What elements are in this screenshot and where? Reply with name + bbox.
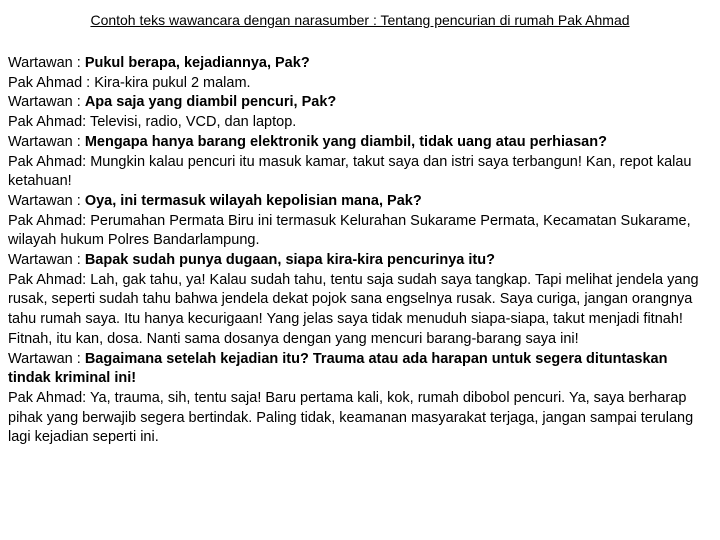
answer-text: Televisi, radio, VCD, dan laptop.: [89, 114, 297, 131]
document-title: Contoh teks wawancara dengan narasumber : Tentang pencurian di rumah Pak Ahmad: [90, 12, 630, 28]
answer-text: Ya, trauma, sih, tentu saja! Baru pertama kali, kok, rumah dibobol pencuri. Ya, saya berharap pihak yang berwajib segera bertindak. Paling tidak, keamanan masyarakat terjaga, jangan sampai terulang lagi kejadian seperti ini.: [8, 389, 694, 446]
dialogue-line: [8, 74, 714, 94]
question-text: Bapak sudah punya dugaan, siapa kira-kira pencurinya itu?: [84, 252, 495, 269]
speaker-label: Wartawan :: [8, 55, 85, 71]
speaker-label: Wartawan :: [8, 192, 85, 209]
dialogue-line: [8, 271, 714, 350]
speaker-label: Wartawan :: [8, 94, 85, 111]
answer-text: Kira-kira pukul 2 malam.: [94, 74, 251, 91]
speaker-label: Wartawan :: [8, 252, 85, 269]
question-text: Apa saja yang diambil pencuri, Pak?: [84, 94, 337, 111]
question-text: Pukul berapa, kejadiannya, Pak?: [84, 55, 310, 71]
speaker-label: Pak Ahmad:: [8, 114, 90, 131]
dialogue-line: [8, 212, 714, 251]
dialogue-line: [8, 113, 714, 133]
dialogue-line: [8, 389, 714, 448]
dialogue-line: [8, 350, 714, 389]
question-text: Oya, ini termasuk wilayah kepolisian mana, Pak?: [84, 192, 422, 209]
question-text: Bagaimana setelah kejadian itu? Trauma atau ada harapan untuk segera dituntaskan tindak kriminal ini!: [8, 350, 668, 387]
interview-transcript: [8, 54, 714, 448]
speaker-label: Pak Ahmad:: [8, 271, 91, 288]
answer-text: Mungkin kalau pencuri itu masuk kamar, takut saya dan istri saya terbangun! Kan, repot kalau ketahuan!: [8, 153, 692, 190]
speaker-label: Pak Ahmad :: [8, 74, 95, 91]
answer-text: Perumahan Permata Biru ini termasuk Kelurahan Sukarame Permata, Kecamatan Sukarame, wilayah hukum Polres Bandarlampung.: [8, 212, 691, 249]
dialogue-line: [8, 153, 714, 192]
speaker-label: Wartawan :: [8, 133, 85, 150]
dialogue-line: [8, 93, 714, 113]
dialogue-line: [8, 133, 714, 153]
dialogue-line: [8, 251, 714, 271]
speaker-label: Pak Ahmad:: [8, 389, 90, 406]
question-text: Mengapa hanya barang elektronik yang diambil, tidak uang atau perhiasan?: [84, 133, 607, 150]
speaker-label: Pak Ahmad:: [8, 153, 91, 170]
speaker-label: Wartawan :: [8, 350, 85, 367]
answer-text: Lah, gak tahu, ya! Kalau sudah tahu, tentu saja sudah saya tangkap. Tapi melihat jendela yang rusak, seperti sudah tahu bahwa jendela dekat pojok sana engselnya rusak. Saya curiga, jangan orangnya tahu rumah saya. Itu hanya kecurigaan! Yang jelas saya tidak menuduh siapa-siapa, takut menjadi fitnah! Fitnah, itu kan, dosa. Nanti sama dosanya dengan yang mencuri barang-barang saya ini!: [8, 271, 699, 347]
dialogue-line: [8, 192, 714, 212]
speaker-label: Pak Ahmad:: [8, 212, 91, 229]
dialogue-line: [8, 54, 714, 74]
